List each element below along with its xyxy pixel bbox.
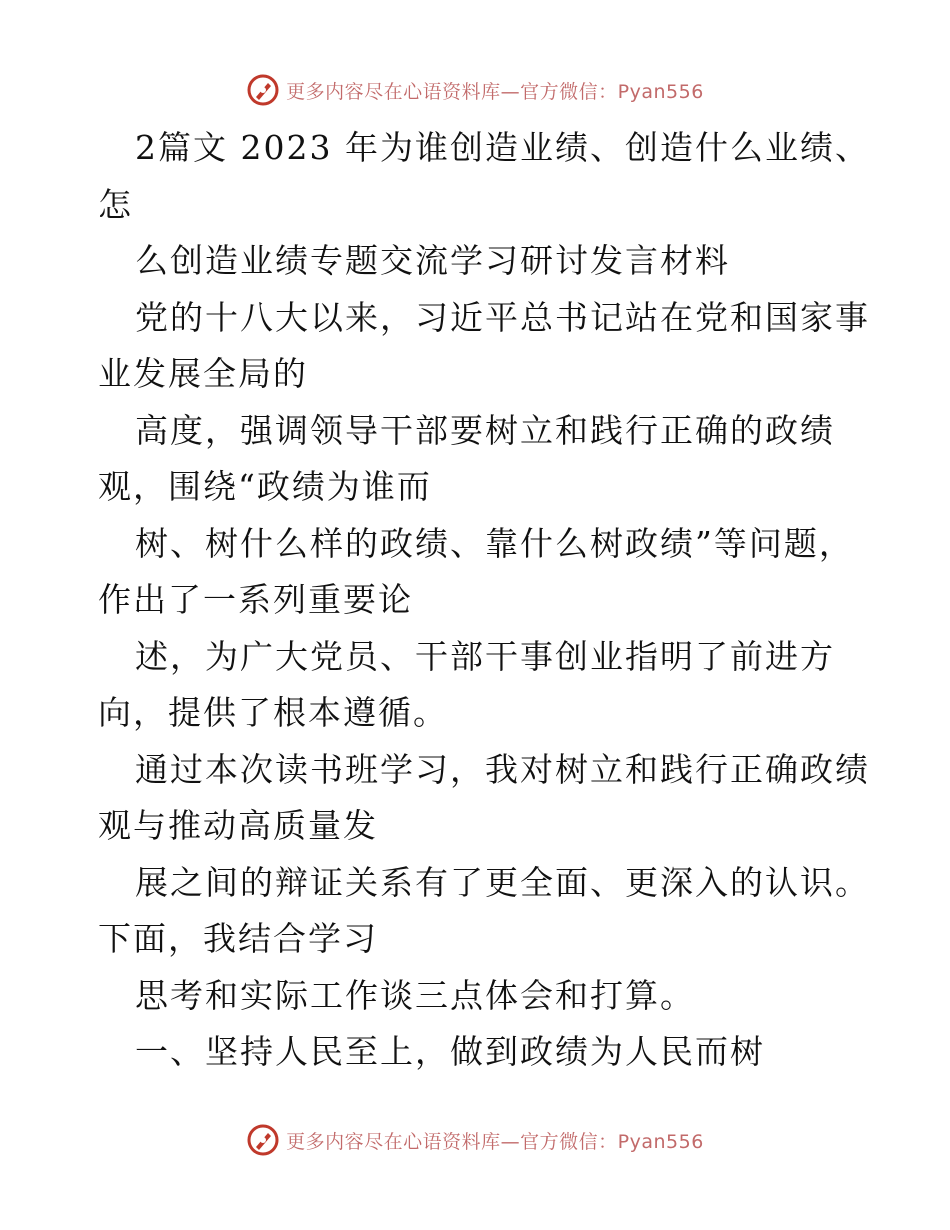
text-line: 观，围绕“政绩为谁而 (98, 467, 432, 506)
text-line: 2篇文 2023 年为谁创造业绩、创造什么业绩、 (135, 128, 870, 167)
watermark-text: 更多内容尽在心语资料库—官方微信：Pyan556 (286, 80, 704, 103)
text-line: 高度，强调领导干部要树立和践行正确的政绩 (135, 410, 835, 450)
text-line: 思考和实际工作谈三点体会和打算。 (135, 975, 695, 1015)
text-line: 述，为广大党员、干部干事创业指明了前进方 (135, 636, 835, 676)
footer-watermark (0, 1120, 950, 1160)
text-line: 党的十八大以来，习近平总书记站在党和国家事 (135, 297, 870, 337)
text-line: 下面，我结合学习 (98, 919, 378, 958)
text-line: 作出了一系列重要论 (98, 580, 413, 619)
watermark-text: 更多内容尽在心语资料库—官方微信：Pyan556 (286, 1130, 704, 1153)
text-line: 通过本次读书班学习，我对树立和践行正确政绩 (135, 749, 870, 789)
text-line: 展之间的辩证关系有了更全面、更深入的认识。 (135, 862, 870, 902)
pen-logo-icon (246, 73, 280, 107)
text-line: 怎 (98, 184, 133, 224)
text-line: 观与推动高质量发 (98, 806, 378, 845)
header-watermark (0, 70, 950, 110)
text-line: 业发展全局的 (98, 354, 308, 393)
text-line: 一、坚持人民至上，做到政绩为人民而树 (135, 1032, 765, 1071)
text-line: 么创造业绩专题交流学习研讨发言材料 (135, 241, 730, 280)
pen-logo-icon (246, 1123, 280, 1157)
text-line: 树、树什么样的政绩、靠什么树政绩”等问题， (135, 523, 854, 563)
text-line: 向，提供了根本遵循。 (98, 693, 448, 732)
